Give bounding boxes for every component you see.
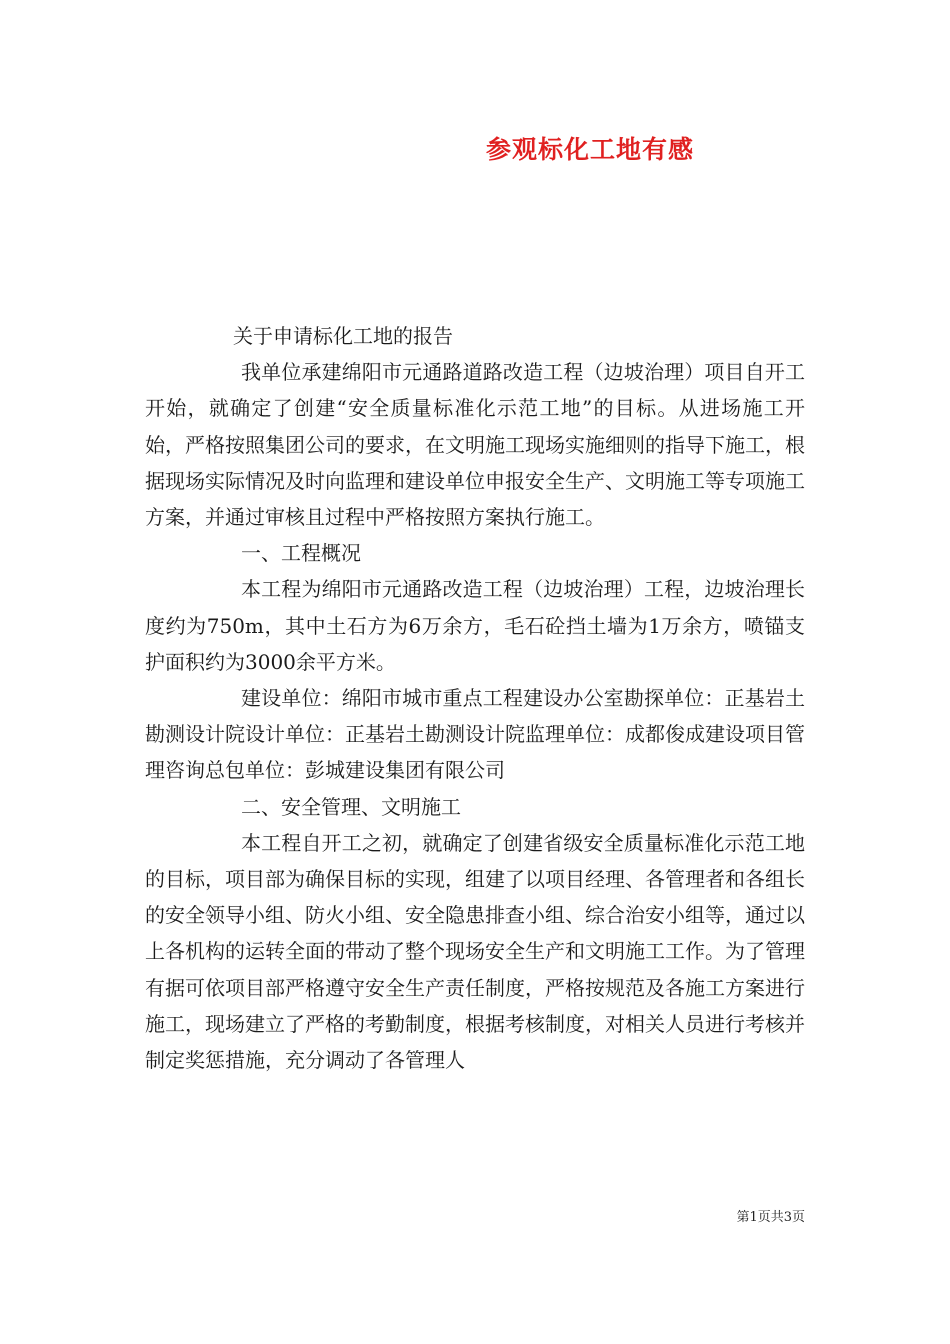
document-body [145,318,805,1078]
document-title: 参观标化工地有感 [485,135,694,164]
page-number: 第1页共3页 [736,1210,805,1225]
paragraph-overview: 本工程为绵阳市元通路改造工程（边坡治理）工程，边坡治理长度约为750m，其中土石方为6万余方，毛石砼挡土墙为1万余方，喷锚支护面积约为3000余平方米。 [145,577,805,674]
section-heading-safety: 二、安全管理、文明施工 [241,794,461,819]
paragraph-safety: 本工程自开工之初，就确定了创建省级安全质量标准化示范工地的目标，项目部为确保目标的实现，组建了以项目经理、各管理者和各组长的安全领导小组、防火小组、安全隐患排查小组、综合治安小组等，通过以上各机构的运转全面的带动了整个现场安全生产和文明施工工作。为了管理有据可依项目部严格遵守安全生产责任制度，严格按规范及各施工方案进行施工，现场建立了严格的考勤制度，根据考核制度，对相关人员进行考核并制定奖惩措施，充分调动了各管理人 [145,830,805,1073]
section-heading-overview: 一、工程概况 [241,541,361,566]
report-heading: 关于申请标化工地的报告 [233,324,453,348]
paragraph-intro: 我单位承建绵阳市元通路道路改造工程（边坡治理）项目自开工开始，就确定了创建“安全质量标准化示范工地”的目标。从进场施工开始，严格按照集团公司的要求，在文明施工现场实施细则的指导下施工，根据现场实际情况及时向监理和建设单位申报安全生产、文明施工等专项施工方案，并通过审核且过程中严格按照方案执行施工。 [145,360,805,530]
paragraph-units: 建设单位：绵阳市城市重点工程建设办公室勘探单位：正基岩土勘测设计院设计单位：正基岩土勘测设计院监理单位：成都俊成建设项目管理咨询总包单位：彭城建设集团有限公司 [145,686,805,783]
